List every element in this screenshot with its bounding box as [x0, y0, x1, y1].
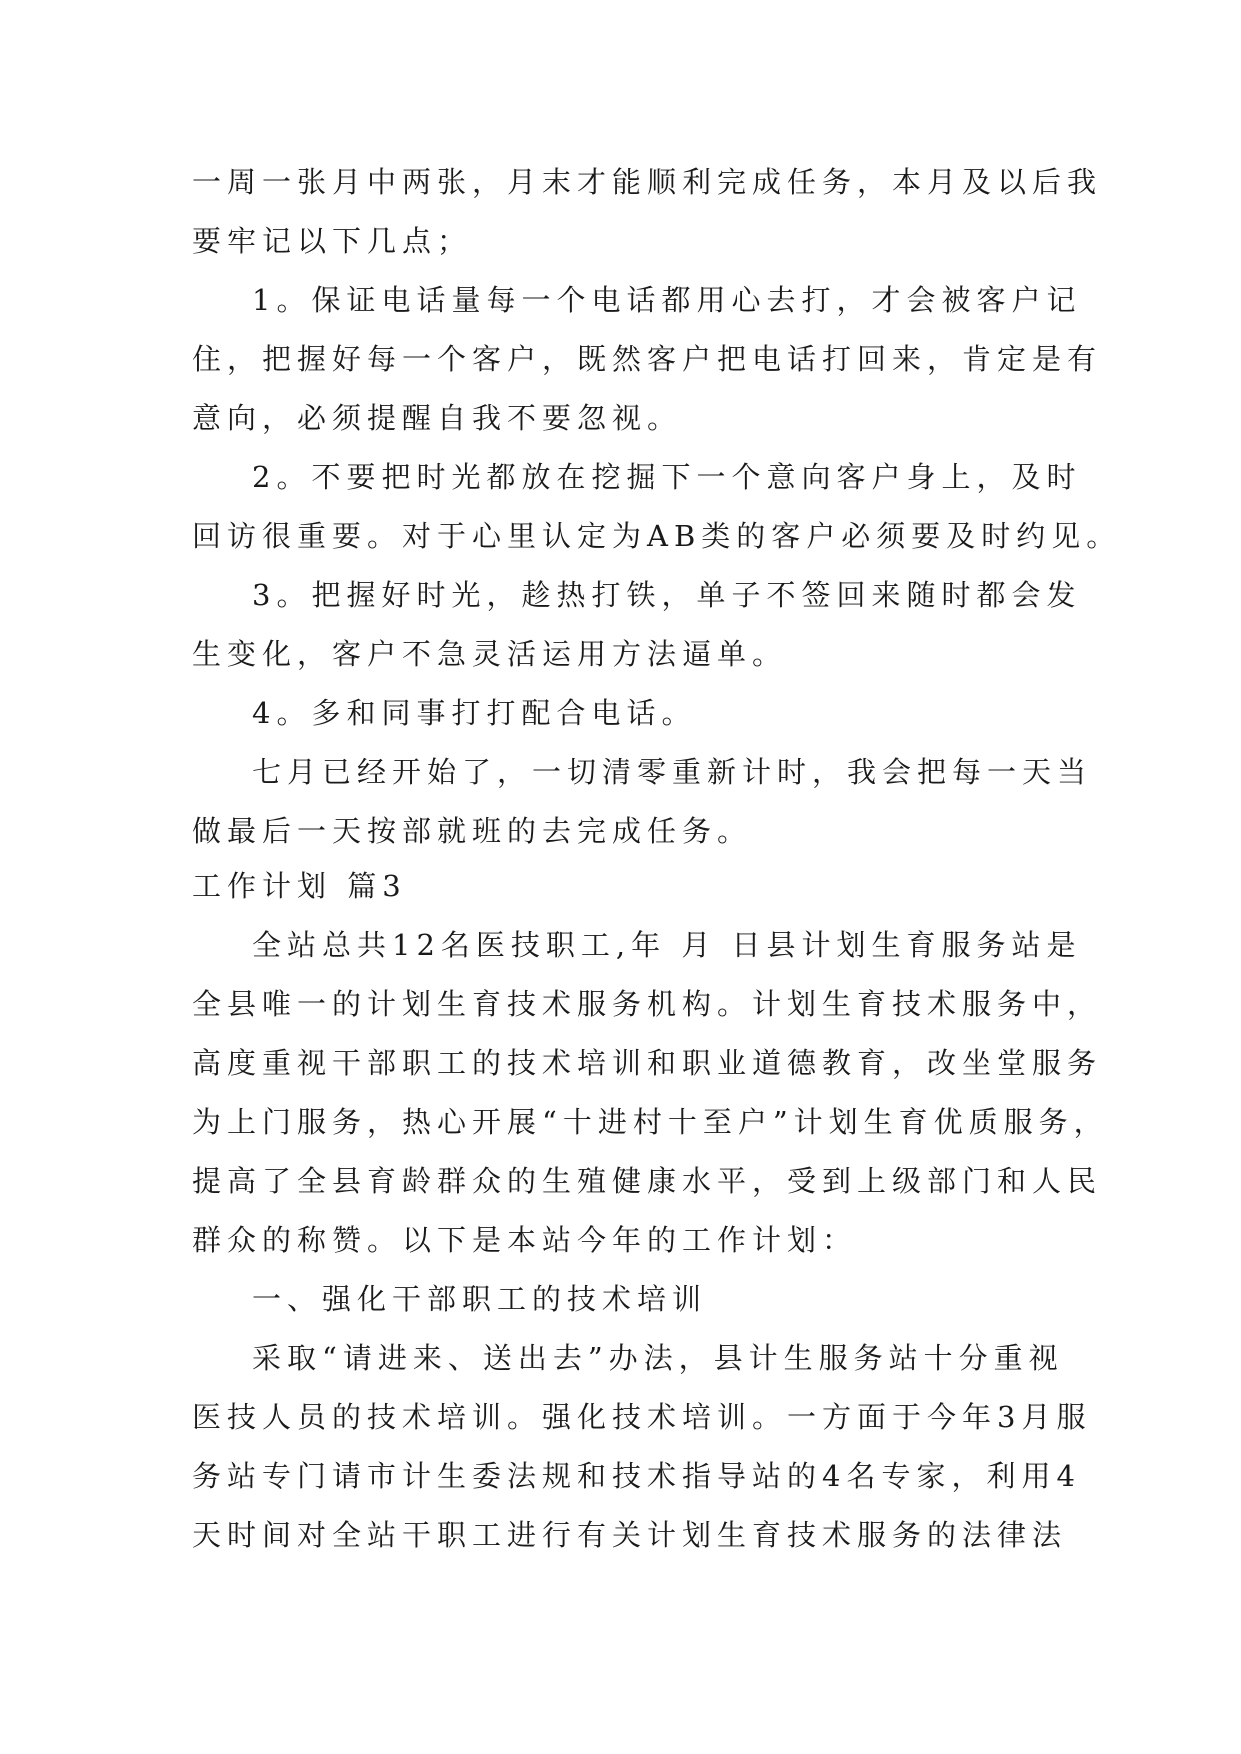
text-line: 回访很重要。对于心里认定为AB类的客户必须要及时约见。 [192, 519, 1122, 553]
text-line: 3。把握好时光，趁热打铁，单子不签回来随时都会发 [252, 578, 1082, 612]
text-line: 做最后一天按部就班的去完成任务。 [192, 814, 753, 848]
text-line: 高度重视干部职工的技术培训和职业道德教育，改坐堂服务 [192, 1046, 1103, 1080]
text-line: 1。保证电话量每一个电话都用心去打，才会被客户记 [252, 283, 1082, 317]
section-heading: 工作计划 篇3 [192, 869, 407, 903]
text-line: 天时间对全站干职工进行有关计划生育技术服务的法律法 [192, 1518, 1068, 1552]
text-line: 务站专门请市计生委法规和技术指导站的4名专家，利用4 [192, 1459, 1081, 1493]
text-line: 生变化，客户不急灵活运用方法逼单。 [192, 637, 788, 671]
text-line: 七月已经开始了，一切清零重新计时，我会把每一天当 [252, 755, 1093, 789]
text-line: 一周一张月中两张，月末才能顺利完成任务，本月及以后我 [192, 165, 1103, 199]
text-line: 要牢记以下几点； [192, 224, 473, 258]
text-line: 全县唯一的计划生育技术服务机构。计划生育技术服务中， [192, 987, 1103, 1021]
text-line: 意向，必须提醒自我不要忽视。 [192, 401, 683, 435]
text-line: 住，把握好每一个客户，既然客户把电话打回来，肯定是有 [192, 342, 1103, 376]
text-line: 医技人员的技术培训。强化技术培训。一方面于今年3月服 [192, 1400, 1092, 1434]
text-line: 4。多和同事打打配合电话。 [252, 696, 697, 730]
text-line: 全站总共12名医技职工,年 月 日县计划生育服务站是 [252, 928, 1082, 962]
subheading: 一、强化干部职工的技术培训 [252, 1282, 708, 1316]
text-line: 提高了全县育龄群众的生殖健康水平，受到上级部门和人民 [192, 1164, 1103, 1198]
text-line: 采取“请进来、送出去”办法，县计生服务站十分重视 [252, 1341, 1064, 1375]
text-line: 2。不要把时光都放在挖掘下一个意向客户身上，及时 [252, 460, 1082, 494]
text-line: 群众的称赞。以下是本站今年的工作计划： [192, 1223, 858, 1257]
text-line: 为上门服务，热心开展“十进村十至户”计划生育优质服务， [192, 1105, 1109, 1139]
